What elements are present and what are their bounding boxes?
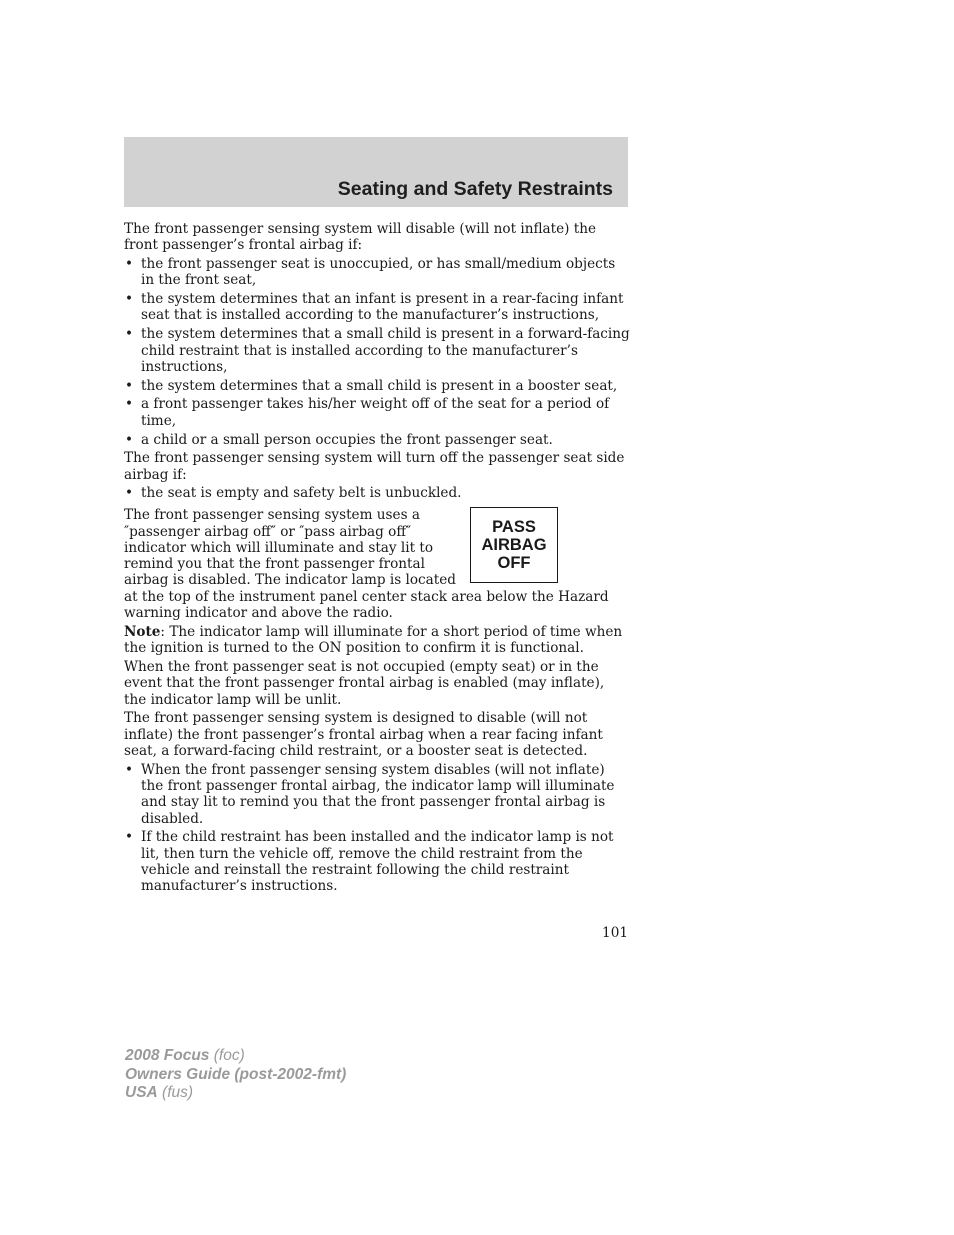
bullet-icon: •: [125, 761, 134, 778]
list-item: • the system determines that an infant is present in a rear-facing infant seat that is installed according to the manufacturer’s instructions,: [125, 291, 624, 324]
list-item: • When the front passenger sensing system disables (will not inflate) the front passenger frontal airbag, the indicator lamp will illuminate and stay lit to remind you that the front passenger frontal airbag is disabled.: [125, 761, 615, 827]
note-label: Note: [124, 623, 161, 640]
bullet-icon: •: [125, 326, 134, 343]
indicator-line-1: PASS: [492, 518, 536, 537]
side-airbag-conditions-list: [124, 485, 630, 501]
footer-line-1: 2008 Focus (foc): [125, 1047, 245, 1064]
section-title: Seating and Safety Restraints: [337, 178, 613, 200]
bullet-icon: •: [125, 396, 134, 413]
list-item: • the seat is empty and safety belt is unbuckled.: [125, 485, 462, 502]
bullet-icon: •: [125, 377, 134, 394]
intro-paragraph: The front passenger sensing system will disable (will not inflate) the front passenger’s frontal airbag if:: [124, 221, 597, 254]
page-number: 101: [602, 925, 628, 941]
pass-airbag-off-indicator-icon: [470, 507, 558, 583]
indicator-paragraph: The front passenger sensing system uses a ″passenger airbag off″ or ″pass airbag off″ indicator which will illuminate and stay lit to remind you that the front passenger frontal airbag is disabled. The indicator lamp is located at the top of the instrument panel center stack area below the Hazard warning indicator and above the radio.: [124, 507, 609, 622]
bullet-icon: •: [125, 291, 134, 308]
indicator-line-3: OFF: [497, 554, 531, 573]
list-item: • the system determines that a small child is present in a forward-facing child restraint that is installed according to the manufacturer’s instructions,: [125, 326, 630, 375]
footer-line-3: USA (fus): [125, 1084, 194, 1101]
bullet-icon: •: [125, 431, 134, 448]
list-item: • a child or a small person occupies the front passenger seat.: [125, 431, 553, 448]
document-footer: [125, 1047, 346, 1103]
note-text: : The indicator lamp will illuminate for a short period of time when the ignition is turned to the ON position to confirm it is functional.: [124, 623, 623, 657]
bullet-icon: •: [125, 485, 134, 502]
final-bullet-list: [124, 762, 630, 895]
side-airbag-paragraph: The front passenger sensing system will turn off the passenger seat side airbag if:: [124, 450, 625, 483]
list-item: • a front passenger takes his/her weight off of the seat for a period of time,: [125, 396, 610, 429]
bullet-icon: •: [125, 829, 134, 846]
bullet-icon: •: [125, 256, 134, 273]
footer-line-2: Owners Guide (post-2002-fmt): [125, 1065, 347, 1083]
note-paragraph: [124, 624, 630, 657]
disable-conditions-list: [124, 256, 630, 448]
indicator-line-2: AIRBAG: [481, 536, 547, 555]
design-paragraph: The front passenger sensing system is designed to disable (will not inflate) the front passenger’s frontal airbag when a rear facing infant seat, a forward-facing child restraint, or a booster seat is detected.: [124, 710, 603, 759]
page-body: [124, 221, 630, 897]
list-item: • the system determines that a small child is present in a booster seat,: [125, 377, 618, 394]
list-item: • If the child restraint has been installed and the indicator lamp is not lit, then turn the vehicle off, remove the child restraint from the vehicle and reinstall the restraint following the child restraint manufacturer’s instructions.: [125, 829, 614, 895]
list-item: • the front passenger seat is unoccupied, or has small/medium objects in the front seat,: [125, 256, 616, 289]
section-header-band: [124, 137, 628, 207]
unoccupied-paragraph: When the front passenger seat is not occupied (empty seat) or in the event that the front passenger frontal airbag is enabled (may inflate), the indicator lamp will be unlit.: [124, 658, 605, 708]
